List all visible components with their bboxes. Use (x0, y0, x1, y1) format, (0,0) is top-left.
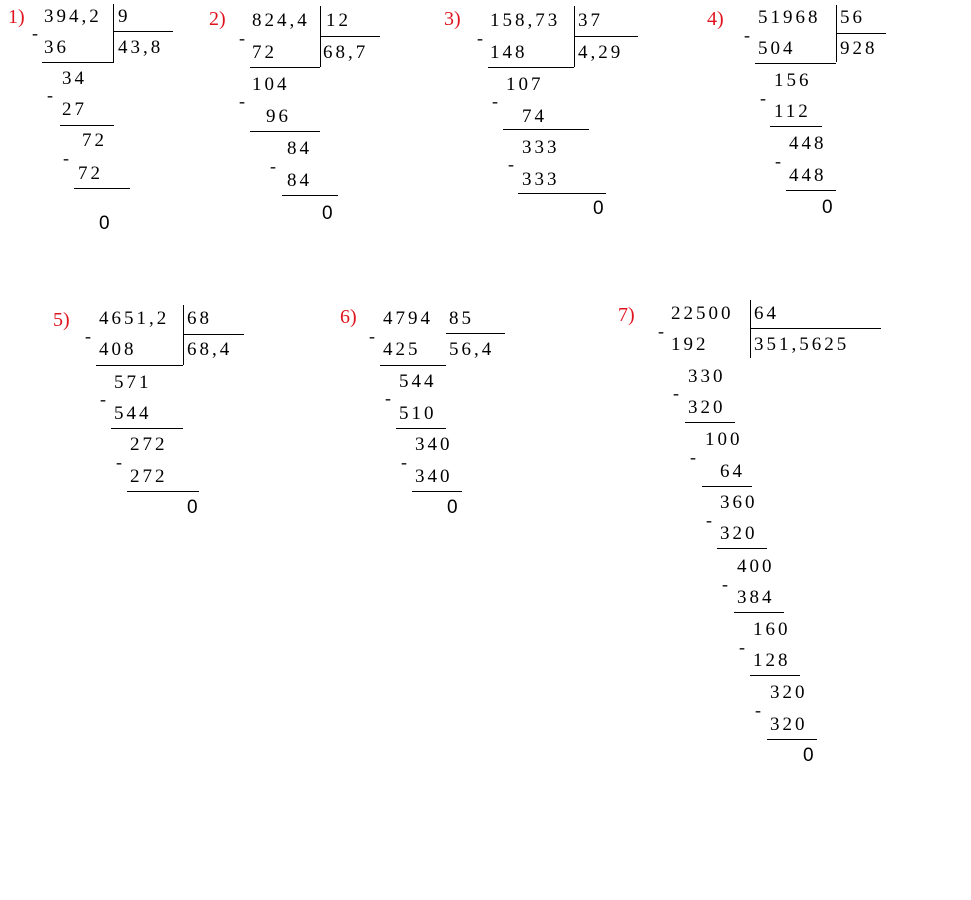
underline (503, 129, 589, 130)
subtrahend: 333 (522, 169, 560, 190)
underline (685, 422, 735, 423)
division-bar (183, 305, 184, 365)
remainder: 0 (822, 197, 833, 218)
partial-dividend: 320 (770, 682, 808, 703)
underline (750, 675, 800, 676)
subtrahend: 544 (114, 403, 152, 424)
minus-sign: - (116, 452, 122, 472)
division-bar (574, 36, 638, 37)
quotient: 43,8 (118, 37, 164, 58)
underline (127, 491, 199, 492)
dividend: 158,73 (490, 10, 561, 31)
divisor: 12 (326, 10, 351, 31)
minus-sign: - (658, 321, 664, 341)
subtrahend: 272 (130, 466, 168, 487)
divisor: 37 (578, 10, 603, 31)
minus-sign: - (673, 383, 679, 403)
remainder: 0 (99, 213, 110, 234)
partial-dividend: 104 (252, 74, 290, 95)
problem-number: 2) (209, 8, 226, 30)
minus-sign: - (239, 91, 245, 111)
subtrahend: 320 (770, 714, 808, 735)
problem-number: 6) (340, 306, 357, 328)
minus-sign: - (477, 28, 483, 48)
partial-dividend: 100 (705, 429, 743, 450)
partial-dividend: 400 (737, 556, 775, 577)
partial-dividend: 156 (774, 70, 812, 91)
minus-sign: - (744, 25, 750, 45)
subtrahend: 448 (789, 165, 827, 186)
subtrahend: 74 (522, 106, 547, 127)
partial-dividend: 340 (415, 434, 453, 455)
partial-dividend: 333 (522, 137, 560, 158)
quotient: 928 (840, 38, 878, 59)
underline (250, 67, 320, 68)
partial-dividend: 72 (82, 130, 107, 151)
underline (702, 486, 752, 487)
subtrahend: 192 (671, 334, 709, 355)
partial-dividend: 107 (506, 74, 544, 95)
minus-sign: - (100, 389, 106, 409)
subtrahend: 64 (720, 461, 745, 482)
division-bar (183, 334, 244, 335)
subtrahend: 320 (688, 397, 726, 418)
minus-sign: - (385, 388, 391, 408)
remainder: 0 (593, 198, 604, 219)
underline (412, 491, 462, 492)
underline (42, 62, 114, 63)
underline (111, 428, 183, 429)
subtrahend: 112 (774, 101, 811, 122)
dividend: 4651,2 (99, 308, 170, 329)
divisor: 68 (187, 308, 212, 329)
quotient: 56,4 (449, 339, 495, 360)
problem-number: 7) (618, 304, 635, 326)
problem-number: 3) (444, 8, 461, 30)
subtrahend: 72 (252, 42, 277, 63)
subtrahend: 408 (99, 339, 137, 360)
problem-number: 4) (707, 8, 724, 30)
dividend: 4794 (383, 308, 433, 329)
divisor: 85 (449, 308, 474, 329)
underline (518, 193, 606, 194)
minus-sign: - (401, 452, 407, 472)
remainder: 0 (803, 745, 814, 766)
divisor: 64 (754, 303, 779, 324)
minus-sign: - (508, 154, 514, 174)
minus-sign: - (32, 23, 38, 43)
problem-number: 5) (53, 309, 70, 331)
underline (755, 63, 836, 64)
minus-sign: - (690, 447, 696, 467)
remainder: 0 (187, 497, 198, 518)
minus-sign: - (85, 326, 91, 346)
remainder: 0 (447, 497, 458, 518)
minus-sign: - (270, 156, 276, 176)
underline (770, 126, 822, 127)
division-bar (320, 36, 380, 37)
divisor: 9 (118, 6, 131, 27)
partial-dividend: 272 (130, 434, 168, 455)
underline (74, 188, 130, 189)
minus-sign: - (239, 28, 245, 48)
divisor: 56 (840, 7, 865, 28)
subtrahend: 72 (78, 163, 103, 184)
minus-sign: - (755, 700, 761, 720)
minus-sign: - (492, 91, 498, 111)
minus-sign: - (47, 85, 53, 105)
subtrahend: 148 (490, 42, 528, 63)
division-bar (113, 31, 173, 32)
subtrahend: 510 (399, 403, 437, 424)
subtrahend: 84 (287, 170, 312, 191)
underline (380, 365, 446, 366)
underline (250, 131, 320, 132)
quotient: 4,29 (578, 42, 624, 63)
partial-dividend: 330 (688, 366, 726, 387)
underline (488, 67, 574, 68)
partial-dividend: 571 (114, 372, 152, 393)
underline (734, 612, 784, 613)
minus-sign: - (775, 151, 781, 171)
underline (96, 365, 183, 366)
underline (767, 739, 817, 740)
division-bar (574, 6, 575, 67)
subtrahend: 340 (415, 466, 453, 487)
partial-dividend: 34 (62, 68, 87, 89)
minus-sign: - (63, 148, 69, 168)
minus-sign: - (739, 637, 745, 657)
dividend: 824,4 (252, 10, 310, 31)
division-bar (836, 33, 886, 34)
subtrahend: 320 (720, 523, 758, 544)
underline (282, 195, 338, 196)
division-bar (320, 6, 321, 67)
division-bar (750, 300, 751, 358)
partial-dividend: 544 (399, 371, 437, 392)
division-bar (446, 333, 505, 334)
underline (396, 428, 446, 429)
partial-dividend: 360 (720, 492, 758, 513)
remainder: 0 (322, 203, 333, 224)
underline (717, 548, 767, 549)
quotient: 351,5625 (754, 334, 850, 355)
underline (60, 125, 114, 126)
division-bar (113, 4, 114, 62)
partial-dividend: 160 (753, 619, 791, 640)
underline (786, 190, 836, 191)
problem-number: 1) (8, 6, 25, 28)
subtrahend: 36 (44, 37, 69, 58)
minus-sign: - (760, 88, 766, 108)
partial-dividend: 448 (789, 133, 827, 154)
partial-dividend: 84 (287, 138, 312, 159)
subtrahend: 96 (266, 106, 291, 127)
dividend: 22500 (671, 303, 734, 324)
subtrahend: 128 (753, 650, 791, 671)
quotient: 68,7 (323, 42, 369, 63)
division-bar (836, 5, 837, 62)
subtrahend: 425 (383, 339, 421, 360)
minus-sign: - (722, 574, 728, 594)
dividend: 394,2 (44, 6, 102, 27)
division-bar (750, 328, 881, 329)
dividend: 51968 (758, 7, 821, 28)
subtrahend: 384 (737, 587, 775, 608)
subtrahend: 504 (758, 38, 796, 59)
minus-sign: - (369, 326, 375, 346)
quotient: 68,4 (187, 339, 233, 360)
subtrahend: 27 (62, 99, 87, 120)
minus-sign: - (706, 510, 712, 530)
